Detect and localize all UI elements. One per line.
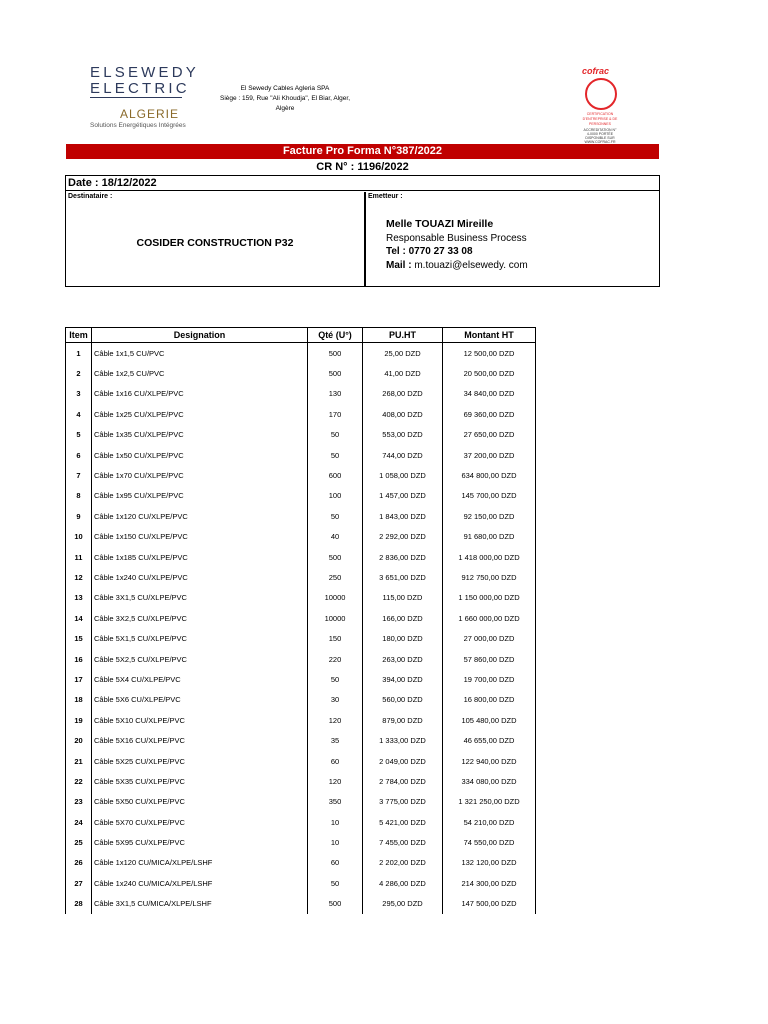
cell-item: 28 xyxy=(66,894,92,914)
cell-unit-price: 263,00 DZD xyxy=(363,649,443,669)
cell-amount: 91 680,00 DZD xyxy=(443,527,536,547)
cell-unit-price: 2 784,00 DZD xyxy=(363,771,443,791)
table-row xyxy=(66,343,536,364)
invoice-title: Facture Pro Forma N°387/2022 xyxy=(66,144,659,159)
table-row xyxy=(66,812,536,832)
cell-item: 13 xyxy=(66,588,92,608)
table-header-row xyxy=(66,328,536,343)
cell-unit-price: 560,00 DZD xyxy=(363,690,443,710)
cell-quantity: 50 xyxy=(308,873,363,893)
cell-amount: 57 860,00 DZD xyxy=(443,649,536,669)
table-row xyxy=(66,527,536,547)
cell-amount: 54 210,00 DZD xyxy=(443,812,536,832)
cell-quantity: 500 xyxy=(308,894,363,914)
cell-amount: 34 840,00 DZD xyxy=(443,384,536,404)
cofrac-caption: CERTIFICATION D'ENTREPRISE & DE PERSONNES xyxy=(582,112,618,126)
cell-quantity: 500 xyxy=(308,363,363,383)
header-designation: Designation xyxy=(92,328,308,343)
cell-item: 17 xyxy=(66,669,92,689)
cell-item: 16 xyxy=(66,649,92,669)
cell-designation: Câble 5X25 CU/XLPE/PVC xyxy=(92,751,308,771)
table-row xyxy=(66,751,536,771)
cell-quantity: 130 xyxy=(308,384,363,404)
cell-amount: 12 500,00 DZD xyxy=(443,343,536,364)
cell-designation: Câble 1x35 CU/XLPE/PVC xyxy=(92,425,308,445)
logo-tagline: Solutions Energétiques Intégrées xyxy=(90,122,186,129)
issuer-email-value: m.touazi@elsewedy. com xyxy=(411,260,528,271)
header-quantity: Qté (U°) xyxy=(308,328,363,343)
cell-item: 23 xyxy=(66,792,92,812)
cell-item: 14 xyxy=(66,608,92,628)
cell-amount: 69 360,00 DZD xyxy=(443,404,536,424)
cell-quantity: 220 xyxy=(308,649,363,669)
table-row xyxy=(66,649,536,669)
cell-item: 9 xyxy=(66,506,92,526)
cell-designation: Câble 5X95 CU/XLPE/PVC xyxy=(92,832,308,852)
table-row xyxy=(66,465,536,485)
cell-designation: Câble 1x2,5 CU/PVC xyxy=(92,363,308,383)
cell-unit-price: 41,00 DZD xyxy=(363,363,443,383)
table-row xyxy=(66,628,536,648)
table-row xyxy=(66,894,536,914)
table-row xyxy=(66,608,536,628)
cell-unit-price: 744,00 DZD xyxy=(363,445,443,465)
cofrac-emblem-icon xyxy=(585,78,617,110)
cell-item: 7 xyxy=(66,465,92,485)
cell-unit-price: 268,00 DZD xyxy=(363,384,443,404)
table-row xyxy=(66,486,536,506)
issuer-label: Emetteur : xyxy=(368,193,403,200)
cell-quantity: 60 xyxy=(308,751,363,771)
table-row xyxy=(66,363,536,383)
table-row xyxy=(66,567,536,587)
issuer-email xyxy=(386,260,528,271)
cell-amount: 27 000,00 DZD xyxy=(443,628,536,648)
cell-item: 1 xyxy=(66,343,92,364)
recipient-name: COSIDER CONSTRUCTION P32 xyxy=(136,237,294,249)
cell-amount: 145 700,00 DZD xyxy=(443,486,536,506)
cell-amount: 46 655,00 DZD xyxy=(443,730,536,750)
cell-item: 3 xyxy=(66,384,92,404)
cell-item: 27 xyxy=(66,873,92,893)
cell-unit-price: 2 836,00 DZD xyxy=(363,547,443,567)
cell-item: 18 xyxy=(66,690,92,710)
cell-quantity: 10 xyxy=(308,832,363,852)
header-divider xyxy=(364,192,366,286)
cell-item: 10 xyxy=(66,527,92,547)
cofrac-logo xyxy=(582,66,618,146)
cell-amount: 132 120,00 DZD xyxy=(443,853,536,873)
table-row xyxy=(66,669,536,689)
header-unit-price: PU.HT xyxy=(363,328,443,343)
cell-item: 4 xyxy=(66,404,92,424)
header-amount: Montant HT xyxy=(443,328,536,343)
table-row xyxy=(66,506,536,526)
cell-quantity: 35 xyxy=(308,730,363,750)
company-info xyxy=(205,84,365,114)
table-row xyxy=(66,425,536,445)
cell-item: 19 xyxy=(66,710,92,730)
recipient-label: Destinataire : xyxy=(68,193,113,200)
cell-item: 25 xyxy=(66,832,92,852)
cell-quantity: 170 xyxy=(308,404,363,424)
cell-unit-price: 2 292,00 DZD xyxy=(363,527,443,547)
cell-designation: Câble 1x1,5 CU/PVC xyxy=(92,343,308,364)
cell-amount: 634 800,00 DZD xyxy=(443,465,536,485)
cell-quantity: 350 xyxy=(308,792,363,812)
cell-unit-price: 115,00 DZD xyxy=(363,588,443,608)
company-name: El Sewedy Cables Agleria SPA xyxy=(240,85,330,92)
cell-designation: Câble 1x95 CU/XLPE/PVC xyxy=(92,486,308,506)
cell-designation: Câble 1x240 CU/XLPE/PVC xyxy=(92,567,308,587)
cell-unit-price: 5 421,00 DZD xyxy=(363,812,443,832)
header-item: Item xyxy=(66,328,92,343)
logo-elsewedy: ELSEWEDY xyxy=(90,64,199,81)
cell-amount: 20 500,00 DZD xyxy=(443,363,536,383)
cell-designation: Câble 3X1,5 CU/MICA/XLPE/LSHF xyxy=(92,894,308,914)
cell-designation: Câble 5X4 CU/XLPE/PVC xyxy=(92,669,308,689)
table-row xyxy=(66,710,536,730)
cell-item: 11 xyxy=(66,547,92,567)
cell-quantity: 50 xyxy=(308,425,363,445)
logo-electric: ELECTRIC xyxy=(90,80,190,97)
cell-quantity: 100 xyxy=(308,486,363,506)
cell-amount: 334 080,00 DZD xyxy=(443,771,536,791)
cell-unit-price: 180,00 DZD xyxy=(363,628,443,648)
issuer-role: Responsable Business Process xyxy=(386,233,527,244)
cofrac-text: cofrac xyxy=(582,66,610,76)
cell-designation: Câble 5X1,5 CU/XLPE/PVC xyxy=(92,628,308,648)
table-row xyxy=(66,832,536,852)
invoice-date: Date : 18/12/2022 xyxy=(66,176,659,191)
table-row xyxy=(66,384,536,404)
table-row xyxy=(66,547,536,567)
company-address: Siège : 159, Rue "Ali Khoudja", El Biar, Alger, xyxy=(220,95,350,102)
cell-item: 2 xyxy=(66,363,92,383)
cell-item: 5 xyxy=(66,425,92,445)
table-row xyxy=(66,730,536,750)
cell-quantity: 150 xyxy=(308,628,363,648)
cell-unit-price: 1 843,00 DZD xyxy=(363,506,443,526)
cell-unit-price: 2 049,00 DZD xyxy=(363,751,443,771)
cell-quantity: 40 xyxy=(308,527,363,547)
cell-amount: 105 480,00 DZD xyxy=(443,710,536,730)
cell-unit-price: 166,00 DZD xyxy=(363,608,443,628)
cell-amount: 1 150 000,00 DZD xyxy=(443,588,536,608)
cell-quantity: 60 xyxy=(308,853,363,873)
cell-quantity: 500 xyxy=(308,343,363,364)
cell-designation: Câble 1x120 CU/XLPE/PVC xyxy=(92,506,308,526)
cell-item: 12 xyxy=(66,567,92,587)
cell-amount: 37 200,00 DZD xyxy=(443,445,536,465)
cell-designation: Câble 5X2,5 CU/XLPE/PVC xyxy=(92,649,308,669)
cell-unit-price: 394,00 DZD xyxy=(363,669,443,689)
cell-amount: 16 800,00 DZD xyxy=(443,690,536,710)
cell-quantity: 600 xyxy=(308,465,363,485)
cofrac-accreditation: ACCREDITATION N° 4-0000 PORTÉE DISPONIBLE SUR WWW.COFRAC.FR xyxy=(583,128,617,144)
cell-quantity: 120 xyxy=(308,771,363,791)
cell-amount: 1 321 250,00 DZD xyxy=(443,792,536,812)
cell-unit-price: 3 775,00 DZD xyxy=(363,792,443,812)
table-row xyxy=(66,853,536,873)
issuer-email-label: Mail : xyxy=(386,260,412,271)
table-row xyxy=(66,445,536,465)
cell-designation: Câble 3X1,5 CU/XLPE/PVC xyxy=(92,588,308,608)
cell-unit-price: 25,00 DZD xyxy=(363,343,443,364)
company-city: Algère xyxy=(275,105,295,112)
cell-designation: Câble 5X10 CU/XLPE/PVC xyxy=(92,710,308,730)
cell-amount: 92 150,00 DZD xyxy=(443,506,536,526)
cell-designation: Câble 1x185 CU/XLPE/PVC xyxy=(92,547,308,567)
table-row xyxy=(66,588,536,608)
cell-unit-price: 4 286,00 DZD xyxy=(363,873,443,893)
cell-item: 15 xyxy=(66,628,92,648)
cell-quantity: 50 xyxy=(308,669,363,689)
cell-item: 20 xyxy=(66,730,92,750)
cell-designation: Câble 5X16 CU/XLPE/PVC xyxy=(92,730,308,750)
cell-unit-price: 1 058,00 DZD xyxy=(363,465,443,485)
cell-designation: Câble 1x240 CU/MICA/XLPE/LSHF xyxy=(92,873,308,893)
cell-item: 24 xyxy=(66,812,92,832)
cell-unit-price: 7 455,00 DZD xyxy=(363,832,443,852)
cell-quantity: 50 xyxy=(308,445,363,465)
cell-amount: 1 418 000,00 DZD xyxy=(443,547,536,567)
cell-item: 6 xyxy=(66,445,92,465)
cell-amount: 912 750,00 DZD xyxy=(443,567,536,587)
cell-designation: Câble 5X70 CU/XLPE/PVC xyxy=(92,812,308,832)
logo-divider xyxy=(90,97,182,98)
cr-number: CR N° : 1196/2022 xyxy=(316,161,409,173)
cell-quantity: 500 xyxy=(308,547,363,567)
cell-unit-price: 553,00 DZD xyxy=(363,425,443,445)
cell-item: 22 xyxy=(66,771,92,791)
table-row xyxy=(66,873,536,893)
cell-designation: Câble 5X35 CU/XLPE/PVC xyxy=(92,771,308,791)
cell-unit-price: 2 202,00 DZD xyxy=(363,853,443,873)
cell-quantity: 50 xyxy=(308,506,363,526)
logo-algerie: ALGERIE xyxy=(120,107,180,121)
cell-unit-price: 1 333,00 DZD xyxy=(363,730,443,750)
cell-unit-price: 408,00 DZD xyxy=(363,404,443,424)
cell-amount: 1 660 000,00 DZD xyxy=(443,608,536,628)
issuer-name: Melle TOUAZI Mireille xyxy=(386,218,494,230)
invoice-header-box xyxy=(65,175,660,287)
cell-amount: 74 550,00 DZD xyxy=(443,832,536,852)
cell-quantity: 250 xyxy=(308,567,363,587)
cell-designation: Câble 5X6 CU/XLPE/PVC xyxy=(92,690,308,710)
cell-quantity: 10 xyxy=(308,812,363,832)
issuer-phone: Tel : 0770 27 33 08 xyxy=(386,246,473,257)
cell-amount: 27 650,00 DZD xyxy=(443,425,536,445)
cell-unit-price: 3 651,00 DZD xyxy=(363,567,443,587)
cell-designation: Câble 5X50 CU/XLPE/PVC xyxy=(92,792,308,812)
table-row xyxy=(66,792,536,812)
cell-amount: 19 700,00 DZD xyxy=(443,669,536,689)
cell-designation: Câble 1x50 CU/XLPE/PVC xyxy=(92,445,308,465)
cell-amount: 147 500,00 DZD xyxy=(443,894,536,914)
table-row xyxy=(66,404,536,424)
cell-quantity: 30 xyxy=(308,690,363,710)
cell-quantity: 10000 xyxy=(308,588,363,608)
cell-amount: 122 940,00 DZD xyxy=(443,751,536,771)
cell-designation: Câble 1x16 CU/XLPE/PVC xyxy=(92,384,308,404)
cell-designation: Câble 1x25 CU/XLPE/PVC xyxy=(92,404,308,424)
table-row xyxy=(66,771,536,791)
cell-unit-price: 1 457,00 DZD xyxy=(363,486,443,506)
items-table xyxy=(65,327,536,914)
cell-unit-price: 295,00 DZD xyxy=(363,894,443,914)
cell-designation: Câble 1x150 CU/XLPE/PVC xyxy=(92,527,308,547)
cell-item: 8 xyxy=(66,486,92,506)
table-row xyxy=(66,690,536,710)
cell-unit-price: 879,00 DZD xyxy=(363,710,443,730)
cell-quantity: 10000 xyxy=(308,608,363,628)
cell-designation: Câble 1x70 CU/XLPE/PVC xyxy=(92,465,308,485)
cell-designation: Câble 1x120 CU/MICA/XLPE/LSHF xyxy=(92,853,308,873)
cell-designation: Câble 3X2,5 CU/XLPE/PVC xyxy=(92,608,308,628)
cell-item: 26 xyxy=(66,853,92,873)
cell-quantity: 120 xyxy=(308,710,363,730)
cell-amount: 214 300,00 DZD xyxy=(443,873,536,893)
cell-item: 21 xyxy=(66,751,92,771)
